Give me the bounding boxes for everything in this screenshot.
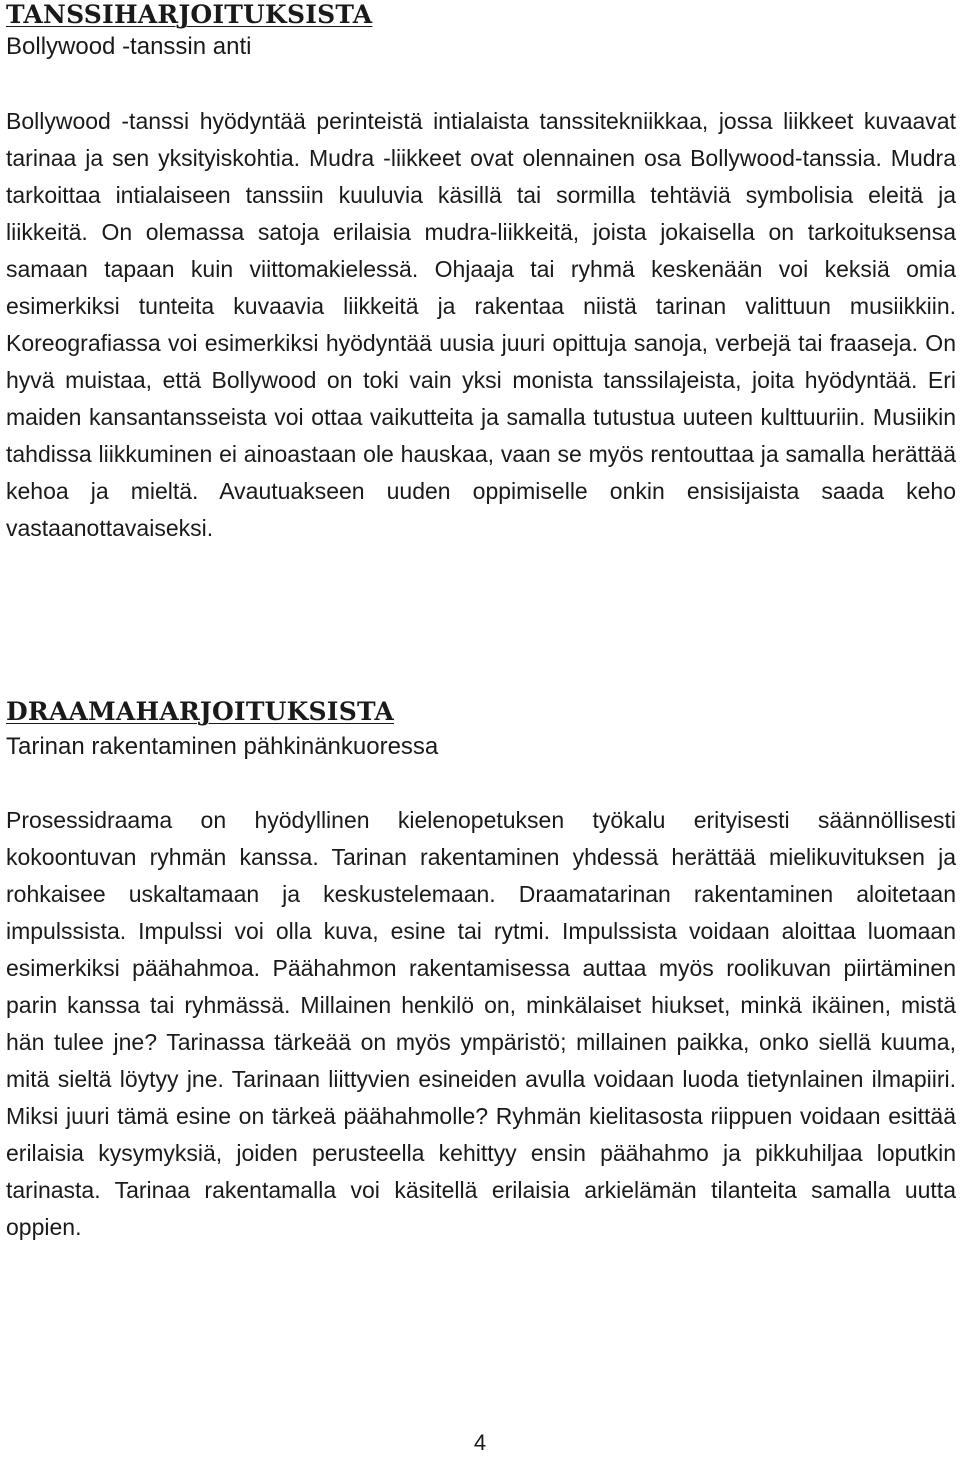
- section-subheading-bollywood: Bollywood -tanssin anti: [6, 33, 252, 60]
- section-heading-dance: TANSSIHARJOITUKSISTA: [6, 0, 373, 29]
- section-paragraph-dance: Bollywood -tanssi hyödyntää perinteistä intialaista tanssitekniikkaa, jossa liikkeet kuvaavat tarinaa ja sen yksityiskohtia. Mudra -liikkeet ovat olennainen osa Bollywood-tanssia. Mudra tarkoittaa intialaiseen tanssiin kuuluvia käsillä tai sormilla tehtäviä symbolisia eleitä ja liikkeitä. On olemassa satoja erilaisia mudra-liikkeitä, joista jokaisella on tarkoituksensa samaan tapaan kuin viittomakielessä. Ohjaaja tai ryhmä keskenään voi keksiä omia esimerkiksi tunteita kuvaavia liikkeitä ja rakentaa niistä tarinan valittuun musiikkiin. Koreografiassa voi esimerkiksi hyödyntää uusia juuri opittuja sanoja, verbejä tai fraaseja. On hyvä muistaa, että Bollywood on toki vain yksi monista tanssilajeista, joita hyödyntää. Eri maiden kansantansseista voi ottaa vaikutteita ja samalla tutustua uuteen kulttuuriin. Musiikin tahdissa liikkuminen ei ainoastaan ole hauskaa, vaan se myös rentouttaa ja samalla herättää kehoa ja mieltä. Avautuakseen uuden oppimiselle onkin ensisijaista saada keho vastaanottavaiseksi.: [6, 108, 956, 541]
- section-paragraph-drama: Prosessidraama on hyödyllinen kielenopetuksen työkalu erityisesti säännöllisesti kokoontuvan ryhmän kanssa. Tarinan rakentaminen yhdessä herättää mielikuvituksen ja rohkaisee uskaltamaan ja keskustelemaan. Draamatarinan rakentaminen aloitetaan impulssista. Impulssi voi olla kuva, esine tai rytmi. Impulssista voidaan aloittaa luomaan esimerkiksi päähahmoa. Päähahmon rakentamisessa auttaa myös roolikuvan piirtäminen parin kanssa tai ryhmässä. Millainen henkilö on, minkälaiset hiukset, minkä ikäinen, mistä hän tulee jne? Tarinassa tärkeää on myös ympäristö; millainen paikka, onko siellä kuuma, mitä sieltä löytyy jne. Tarinaan liittyvien esineiden avulla voidaan luoda tietynlainen ilmapiiri. Miksi juuri tämä esine on tärkeä päähahmolle? Ryhmän kielitasosta riippuen voidaan esittää erilaisia kysymyksiä, joiden perusteella kehittyy ensin päähahmo ja pikkuhiljaa loputkin tarinasta. Tarinaa rakentamalla voi käsitellä erilaisia arkielämän tilanteita samalla uutta oppien.: [6, 807, 956, 1240]
- page-number: 4: [473, 1430, 487, 1455]
- section-heading-drama: DRAAMAHARJOITUKSISTA: [6, 697, 394, 726]
- section-subheading-story: Tarinan rakentaminen pähkinänkuoressa: [6, 733, 439, 760]
